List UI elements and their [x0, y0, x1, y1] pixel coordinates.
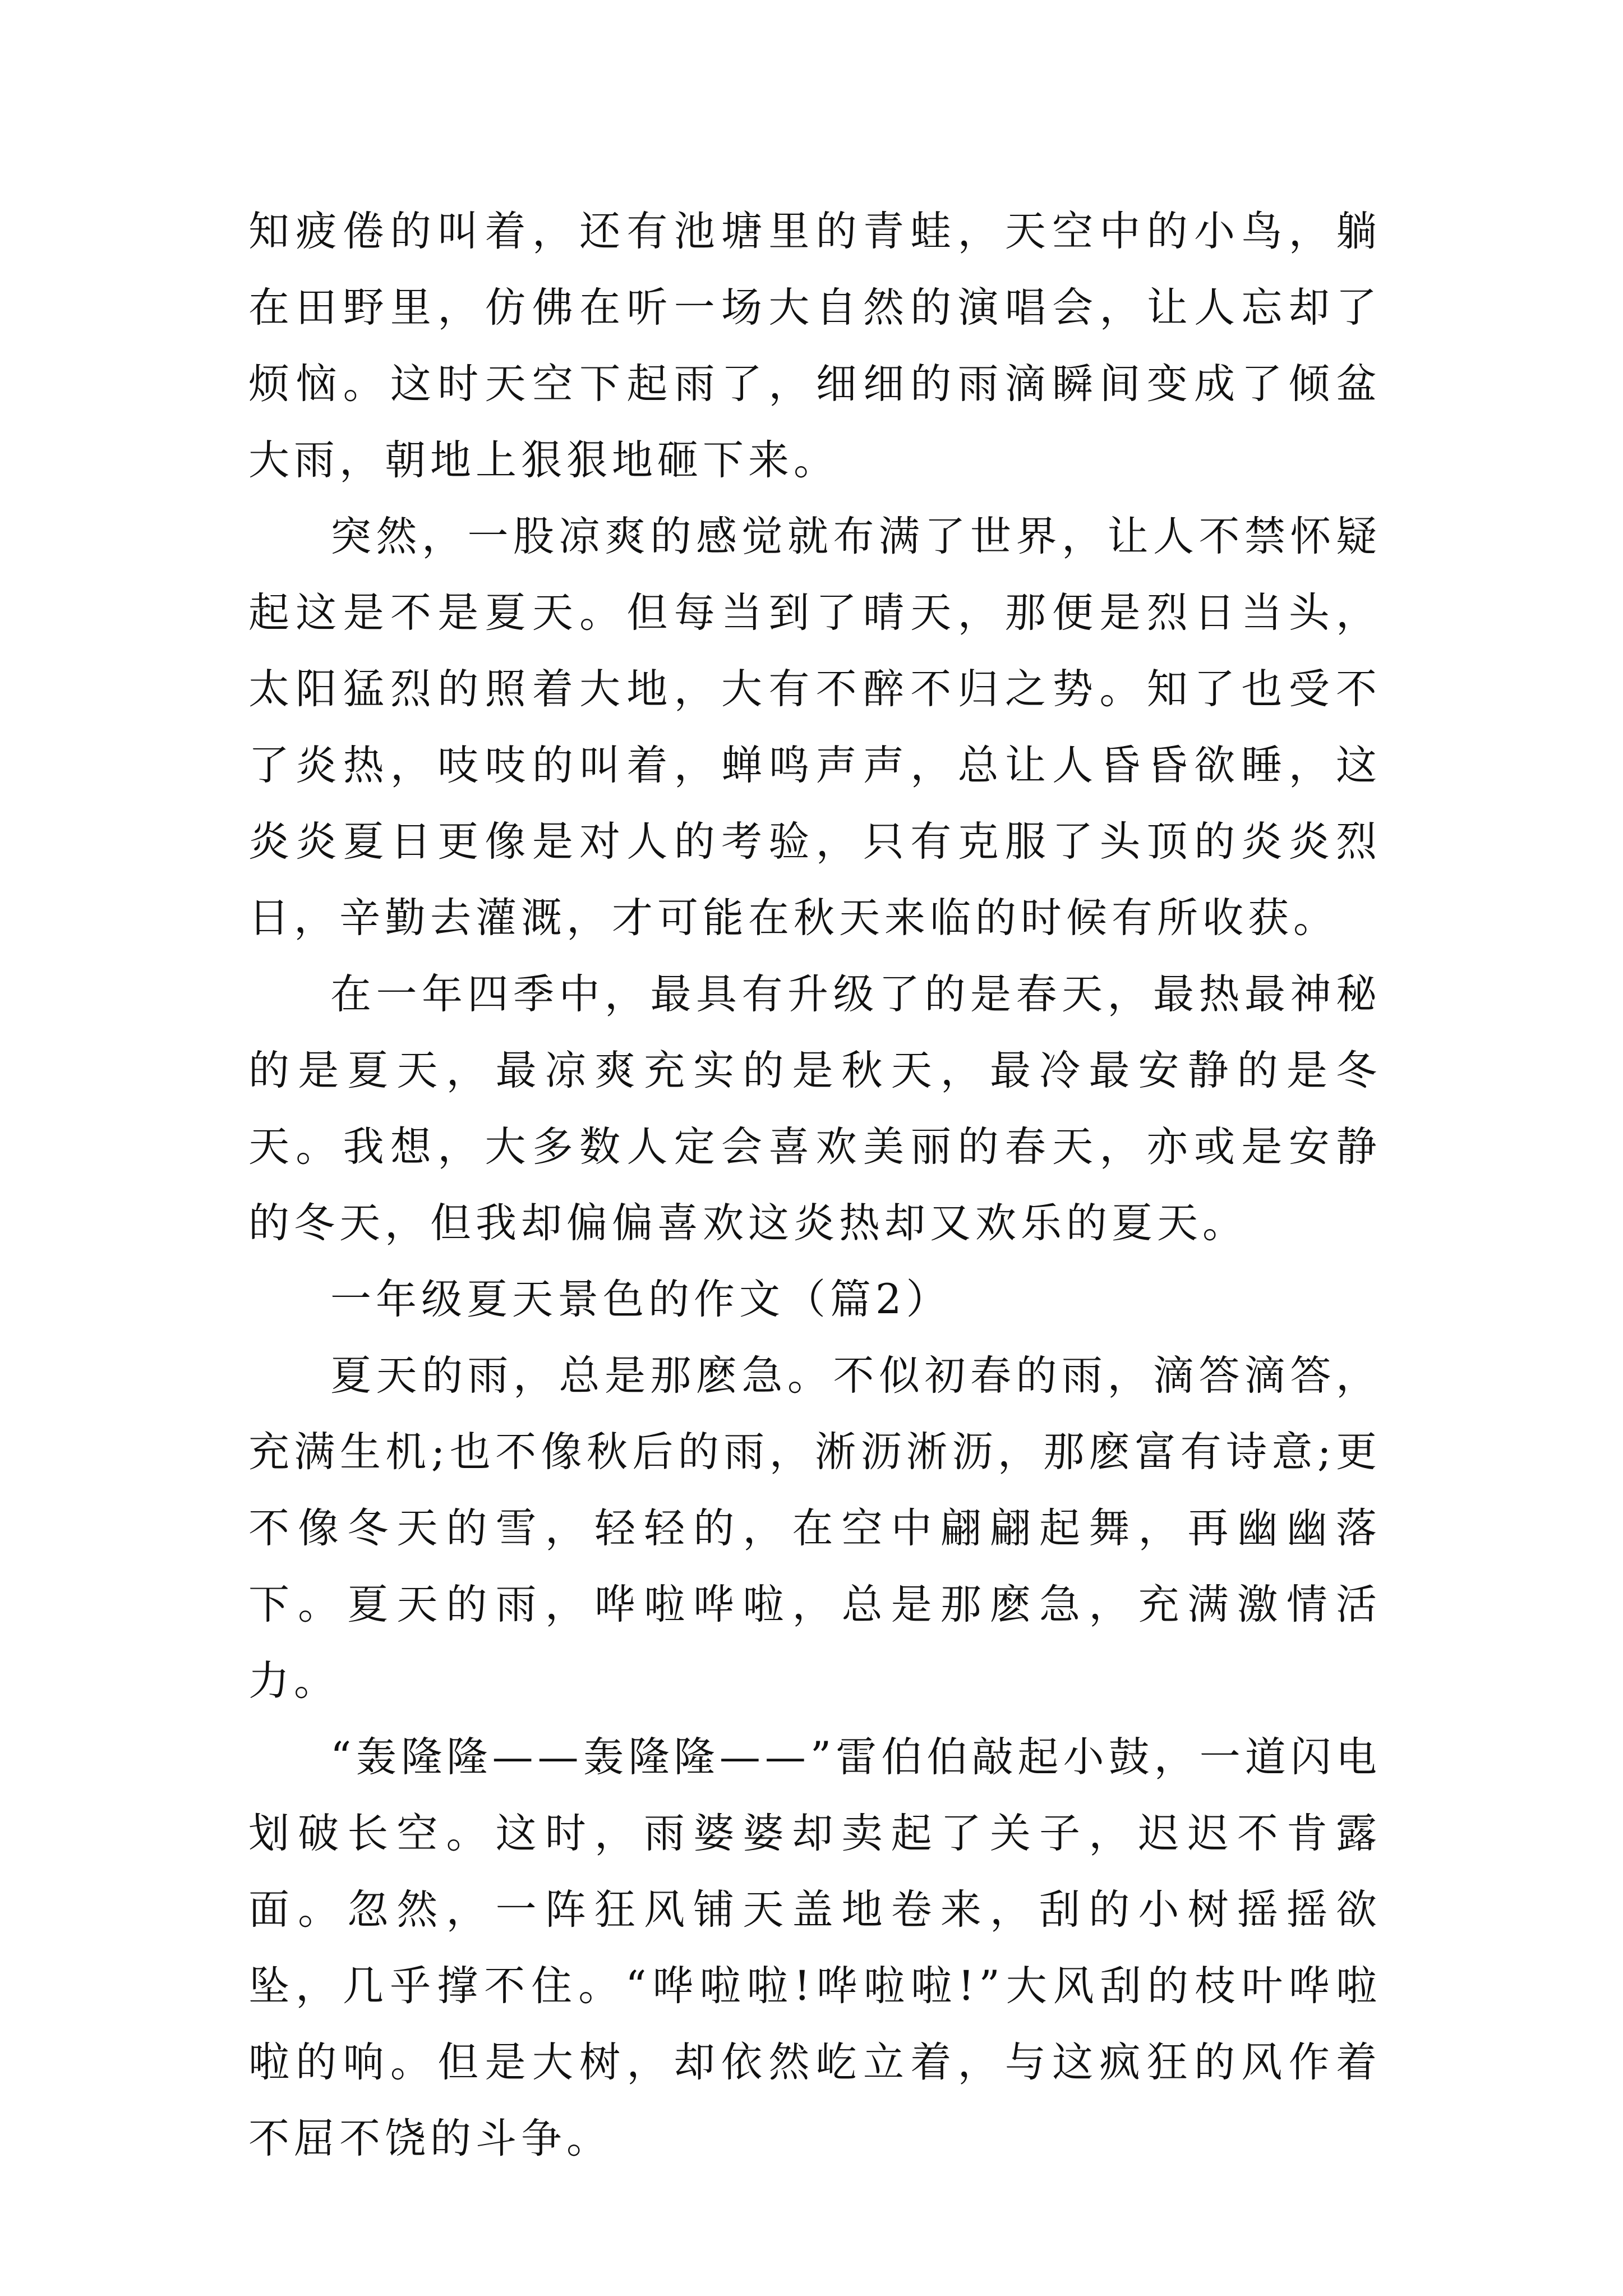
paragraph-3: 在一年四季中，最具有升级了的是春天，最热最神秘的是夏天，最凉爽充实的是秋天，最冷最安静的是冬天。我想，大多数人定会喜欢美丽的春天，亦或是安静的冬天，但我却偏偏喜欢这炎热却又欢乐的夏天。 [248, 970, 1381, 1247]
paragraph-1: 知疲倦的叫着，还有池塘里的青蛙，天空中的小鸟，躺在田野里，仿佛在听一场大自然的演唱会，让人忘却了烦恼。这时天空下起雨了，细细的雨滴瞬间变成了倾盆大雨，朝地上狠狠地砸下来。 [248, 208, 1381, 484]
document-body [248, 194, 1381, 2177]
paragraph-4: 夏天的雨，总是那麽急。不似初春的雨，滴答滴答，充满生机;也不像秋后的雨，淅沥淅沥，那麽富有诗意;更不像冬天的雪，轻轻的，在空中翩翩起舞，再幽幽落下。夏天的雨，哗啦哗啦，总是那麽急，充满激情活力。 [248, 1352, 1381, 1705]
section-heading: 一年级夏天景色的作文（篇2） [330, 1276, 952, 1323]
paragraph-5: “轰隆隆——轰隆隆——”雷伯伯敲起小鼓，一道闪电划破长空。这时，雨婆婆却卖起了关子，迟迟不肯露面。忽然，一阵狂风铺天盖地卷来，刮的小树摇摇欲坠，几乎撑不住。“哗啦啦!哗啦啦!”大风刮的枝叶哗啦啦的响。但是大树，却依然屹立着，与这疯狂的风作着不屈不饶的斗争。 [248, 1733, 1381, 2162]
paragraph-2: 突然，一股凉爽的感觉就布满了世界，让人不禁怀疑起这是不是夏天。但每当到了晴天，那便是烈日当头，太阳猛烈的照着大地，大有不醉不归之势。知了也受不了炎热，吱吱的叫着，蝉鸣声声，总让人昏昏欲睡，这炎炎夏日更像是对人的考验，只有克服了头顶的炎炎烈日，辛勤去灌溉，才可能在秋天来临的时候有所收获。 [248, 513, 1381, 942]
